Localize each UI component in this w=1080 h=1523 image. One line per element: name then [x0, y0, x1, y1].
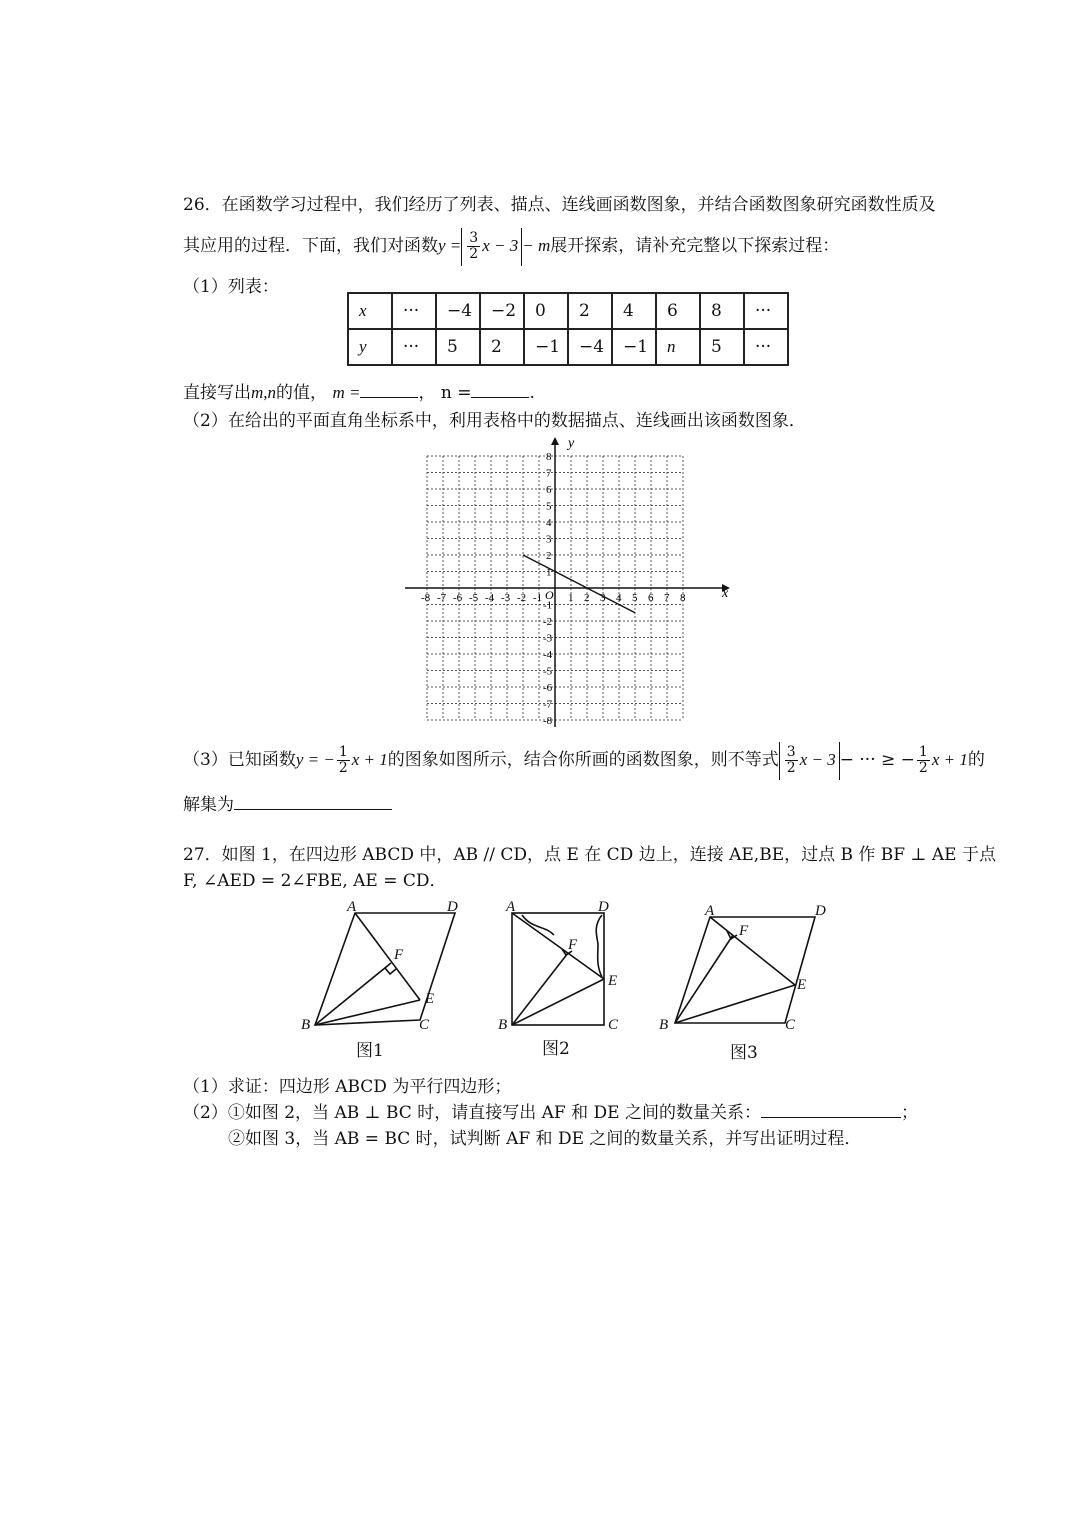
fig2-label-d: D [598, 899, 609, 915]
axes [405, 437, 730, 727]
x-tick-label: 7 [664, 592, 670, 604]
y-tick-label: 7 [546, 467, 552, 480]
part3-text-c: 的图象如图所示，结合你所画的函数图象，则不等式 [387, 750, 779, 770]
q27-line2: F, ∠AED = 2∠FBE, AE = CD． [183, 871, 447, 891]
m-answer-blank[interactable] [360, 383, 418, 398]
fig3-label-f: F [739, 923, 749, 939]
end-dot: . [529, 383, 535, 403]
y-tick-label: -7 [543, 698, 553, 711]
y-tick-label: 2 [546, 550, 552, 562]
sub2a-end: ； [900, 1103, 918, 1123]
figure-1 [295, 895, 475, 1035]
ask-mn-text-b: 的值， [276, 383, 328, 403]
part3-frac2-den: 2 [918, 760, 928, 776]
y-tick-label: -5 [543, 665, 553, 678]
table-cell: ··· [392, 329, 436, 365]
ask-mn-text-a: 直接写出 [183, 383, 251, 403]
q26-abs-expression [461, 228, 522, 266]
n-answer-blank[interactable] [471, 383, 529, 398]
fig2-label-f: F [568, 937, 578, 953]
fig1-label-f: F [394, 947, 404, 963]
q26-intro-line1: 26．在函数学习过程中，我们经历了列表、描点、连线画函数图象，并结合函数图象研究函数性质及 [183, 195, 936, 215]
y-tick-label: -4 [543, 649, 553, 661]
x-tick-label: 2 [584, 592, 590, 604]
fig1-label-c: C [419, 1017, 430, 1033]
q26-intro-text-b: 展开探索，请补充完整以下探索过程： [550, 236, 840, 256]
table-cell: ··· [744, 329, 788, 365]
q26-y-eq: y = [438, 236, 462, 255]
part3-text-a: （3）已知函数 [183, 750, 296, 770]
y-tick-label: 4 [546, 517, 552, 529]
part3-abs-frac-num: 3 [786, 743, 796, 760]
fig2-segment-be [512, 979, 604, 1025]
part3-abs-frac-den: 2 [786, 759, 796, 776]
y-tick-label: -1 [543, 599, 553, 612]
y-tick-label: -3 [543, 632, 553, 645]
x-tick-label: 5 [632, 592, 638, 604]
table-cell: −1 [612, 329, 656, 365]
part3-frac-num: 1 [338, 744, 348, 760]
q26-part3 [183, 740, 985, 780]
table-cell: 5 [436, 329, 480, 365]
part3-y: y = − [295, 750, 335, 769]
x-tick-label: 1 [568, 592, 574, 604]
part3-ineq: − ··· ≥ − [839, 750, 915, 770]
figure-1-caption: 图1 [356, 1041, 384, 1061]
y-tick-label: 5 [546, 500, 552, 513]
part3-fraction-2 [917, 745, 930, 776]
table-cell: −1 [524, 329, 568, 365]
part3-frac2-num: 1 [918, 744, 928, 760]
x-tick-label: -4 [485, 592, 495, 604]
fig1-label-b: B [301, 1017, 311, 1033]
figure-3 [655, 895, 840, 1035]
q26-part1-label: （1）列表： [183, 277, 279, 297]
fig2-label-c: C [608, 1017, 619, 1033]
table-cell: 6 [656, 293, 700, 329]
table-cell: −4 [568, 329, 612, 365]
part3-end: x + 1 [931, 750, 968, 769]
x-tick-label: -5 [469, 592, 479, 604]
table-cell: −2 [480, 293, 524, 329]
q26-fraction [467, 231, 480, 262]
sub2a-answer-blank[interactable] [761, 1103, 901, 1118]
fig3-label-a: A [705, 903, 715, 919]
m-label: m = [332, 383, 361, 402]
origin-label: O [545, 588, 554, 602]
fig3-label-d: D [815, 903, 826, 919]
table-cell: ··· [392, 293, 436, 329]
ask-mn-vars: m,n [251, 383, 277, 402]
q26-intro-line2 [183, 226, 839, 266]
x-tick-label: -6 [453, 592, 463, 604]
y-axis-arrow [551, 437, 559, 445]
fig1-label-d: D [447, 899, 458, 915]
sub2a-text: （2）①如图 2，当 AB ⊥ BC 时，请直接写出 AF 和 DE 之间的数量关系： [183, 1103, 761, 1123]
part3-de: 的 [967, 750, 985, 770]
q26-coordinate-grid [400, 435, 740, 730]
y-tick-label: -8 [543, 715, 553, 727]
y-tick-label: 8 [546, 451, 552, 463]
fig1-label-e: E [425, 991, 435, 1007]
x-tick-label: 6 [648, 592, 654, 604]
table-row-y [348, 329, 788, 365]
x-tick-label: -3 [501, 592, 511, 604]
q26-value-table [347, 292, 789, 366]
q27-line1: 27．如图 1，在四边形 ABCD 中，AB // CD，点 E 在 CD 边上，连接 AE,BE，过点 B 作 BF ⊥ AE 于点 [183, 845, 996, 865]
table-cell: 0 [524, 293, 568, 329]
part3-abs-expression [779, 742, 840, 780]
q26-part2: （2）在给出的平面直角坐标系中，利用表格中的数据描点、连线画出该函数图象． [183, 411, 806, 431]
y-tick-label: 3 [546, 533, 552, 546]
q26-ask-mn [183, 378, 535, 403]
n-label: ， n = [418, 383, 472, 403]
fig3-label-b: B [659, 1017, 669, 1033]
fig2-brace-de [596, 915, 602, 977]
figure-2-caption: 图2 [542, 1039, 570, 1059]
part3-fraction [337, 745, 350, 776]
q26-minus-m: − m [522, 236, 551, 255]
fig1-segment-ae [355, 913, 420, 1000]
fig3-segment-be [675, 985, 795, 1023]
x-axis-label: x [722, 586, 729, 601]
table-cell: y [348, 329, 392, 365]
table-cell: ··· [744, 293, 788, 329]
x-tick-label: -2 [517, 592, 527, 604]
y-tick-label: -2 [543, 616, 553, 628]
table-cell: 2 [480, 329, 524, 365]
solution-label: 解集为 [183, 795, 234, 815]
x-tick-label: 8 [680, 592, 686, 604]
fig1-label-a: A [347, 899, 357, 915]
table-row-x [348, 293, 788, 329]
fig2-label-b: B [498, 1017, 508, 1033]
q26-frac-den: 2 [469, 245, 479, 262]
q27-sub1: （1）求证：四边形 ABCD 为平行四边形； [183, 1077, 512, 1097]
figure-3-caption: 图3 [730, 1043, 758, 1063]
part3-abs-fraction [785, 745, 798, 776]
table-cell: 8 [700, 293, 744, 329]
q27-sub2a [183, 1098, 918, 1123]
fig3-segment-bf [675, 935, 733, 1023]
table-cell: x [348, 293, 392, 329]
fig2-label-e: E [608, 973, 618, 989]
q26-abs-tail: x − 3 [482, 235, 519, 255]
fig2-segment-ae [512, 913, 604, 979]
table-cell: −4 [436, 293, 480, 329]
fig1-right-angle-mark [385, 968, 396, 974]
table-cell: 4 [612, 293, 656, 329]
table-cell: 2 [568, 293, 612, 329]
part3-frac-den: 2 [338, 760, 348, 776]
fig2-label-a: A [506, 899, 516, 915]
figure-2 [492, 895, 632, 1035]
y-tick-label: 6 [546, 484, 552, 496]
y-axis-label: y [568, 436, 575, 451]
solution-answer-blank[interactable] [234, 795, 392, 810]
fig2-segment-bf [512, 953, 568, 1025]
y-tick-label: 1 [546, 566, 552, 579]
q26-solution-set [183, 790, 392, 815]
q26-frac-num: 3 [469, 229, 479, 246]
y-tick-label: -6 [543, 682, 553, 694]
q27-sub2b: ②如图 3，当 AB = BC 时，试判断 AF 和 DE 之间的数量关系，并写出证明过程． [228, 1129, 862, 1149]
part3-abs-tail: x − 3 [799, 749, 836, 769]
q26-intro-text-a: 其应用的过程．下面，我们对函数 [183, 236, 438, 256]
fig3-label-e: E [797, 977, 807, 993]
x-tick-label: 3 [600, 592, 606, 604]
x-tick-label: 4 [616, 592, 622, 604]
table-cell: n [656, 329, 700, 365]
x-tick-label: -8 [421, 592, 431, 604]
x-tick-label: -7 [437, 592, 447, 604]
table-cell: 5 [700, 329, 744, 365]
x-tick-label: -1 [533, 592, 543, 604]
part3-b: x + 1 [351, 750, 388, 769]
fig3-label-c: C [785, 1017, 796, 1033]
